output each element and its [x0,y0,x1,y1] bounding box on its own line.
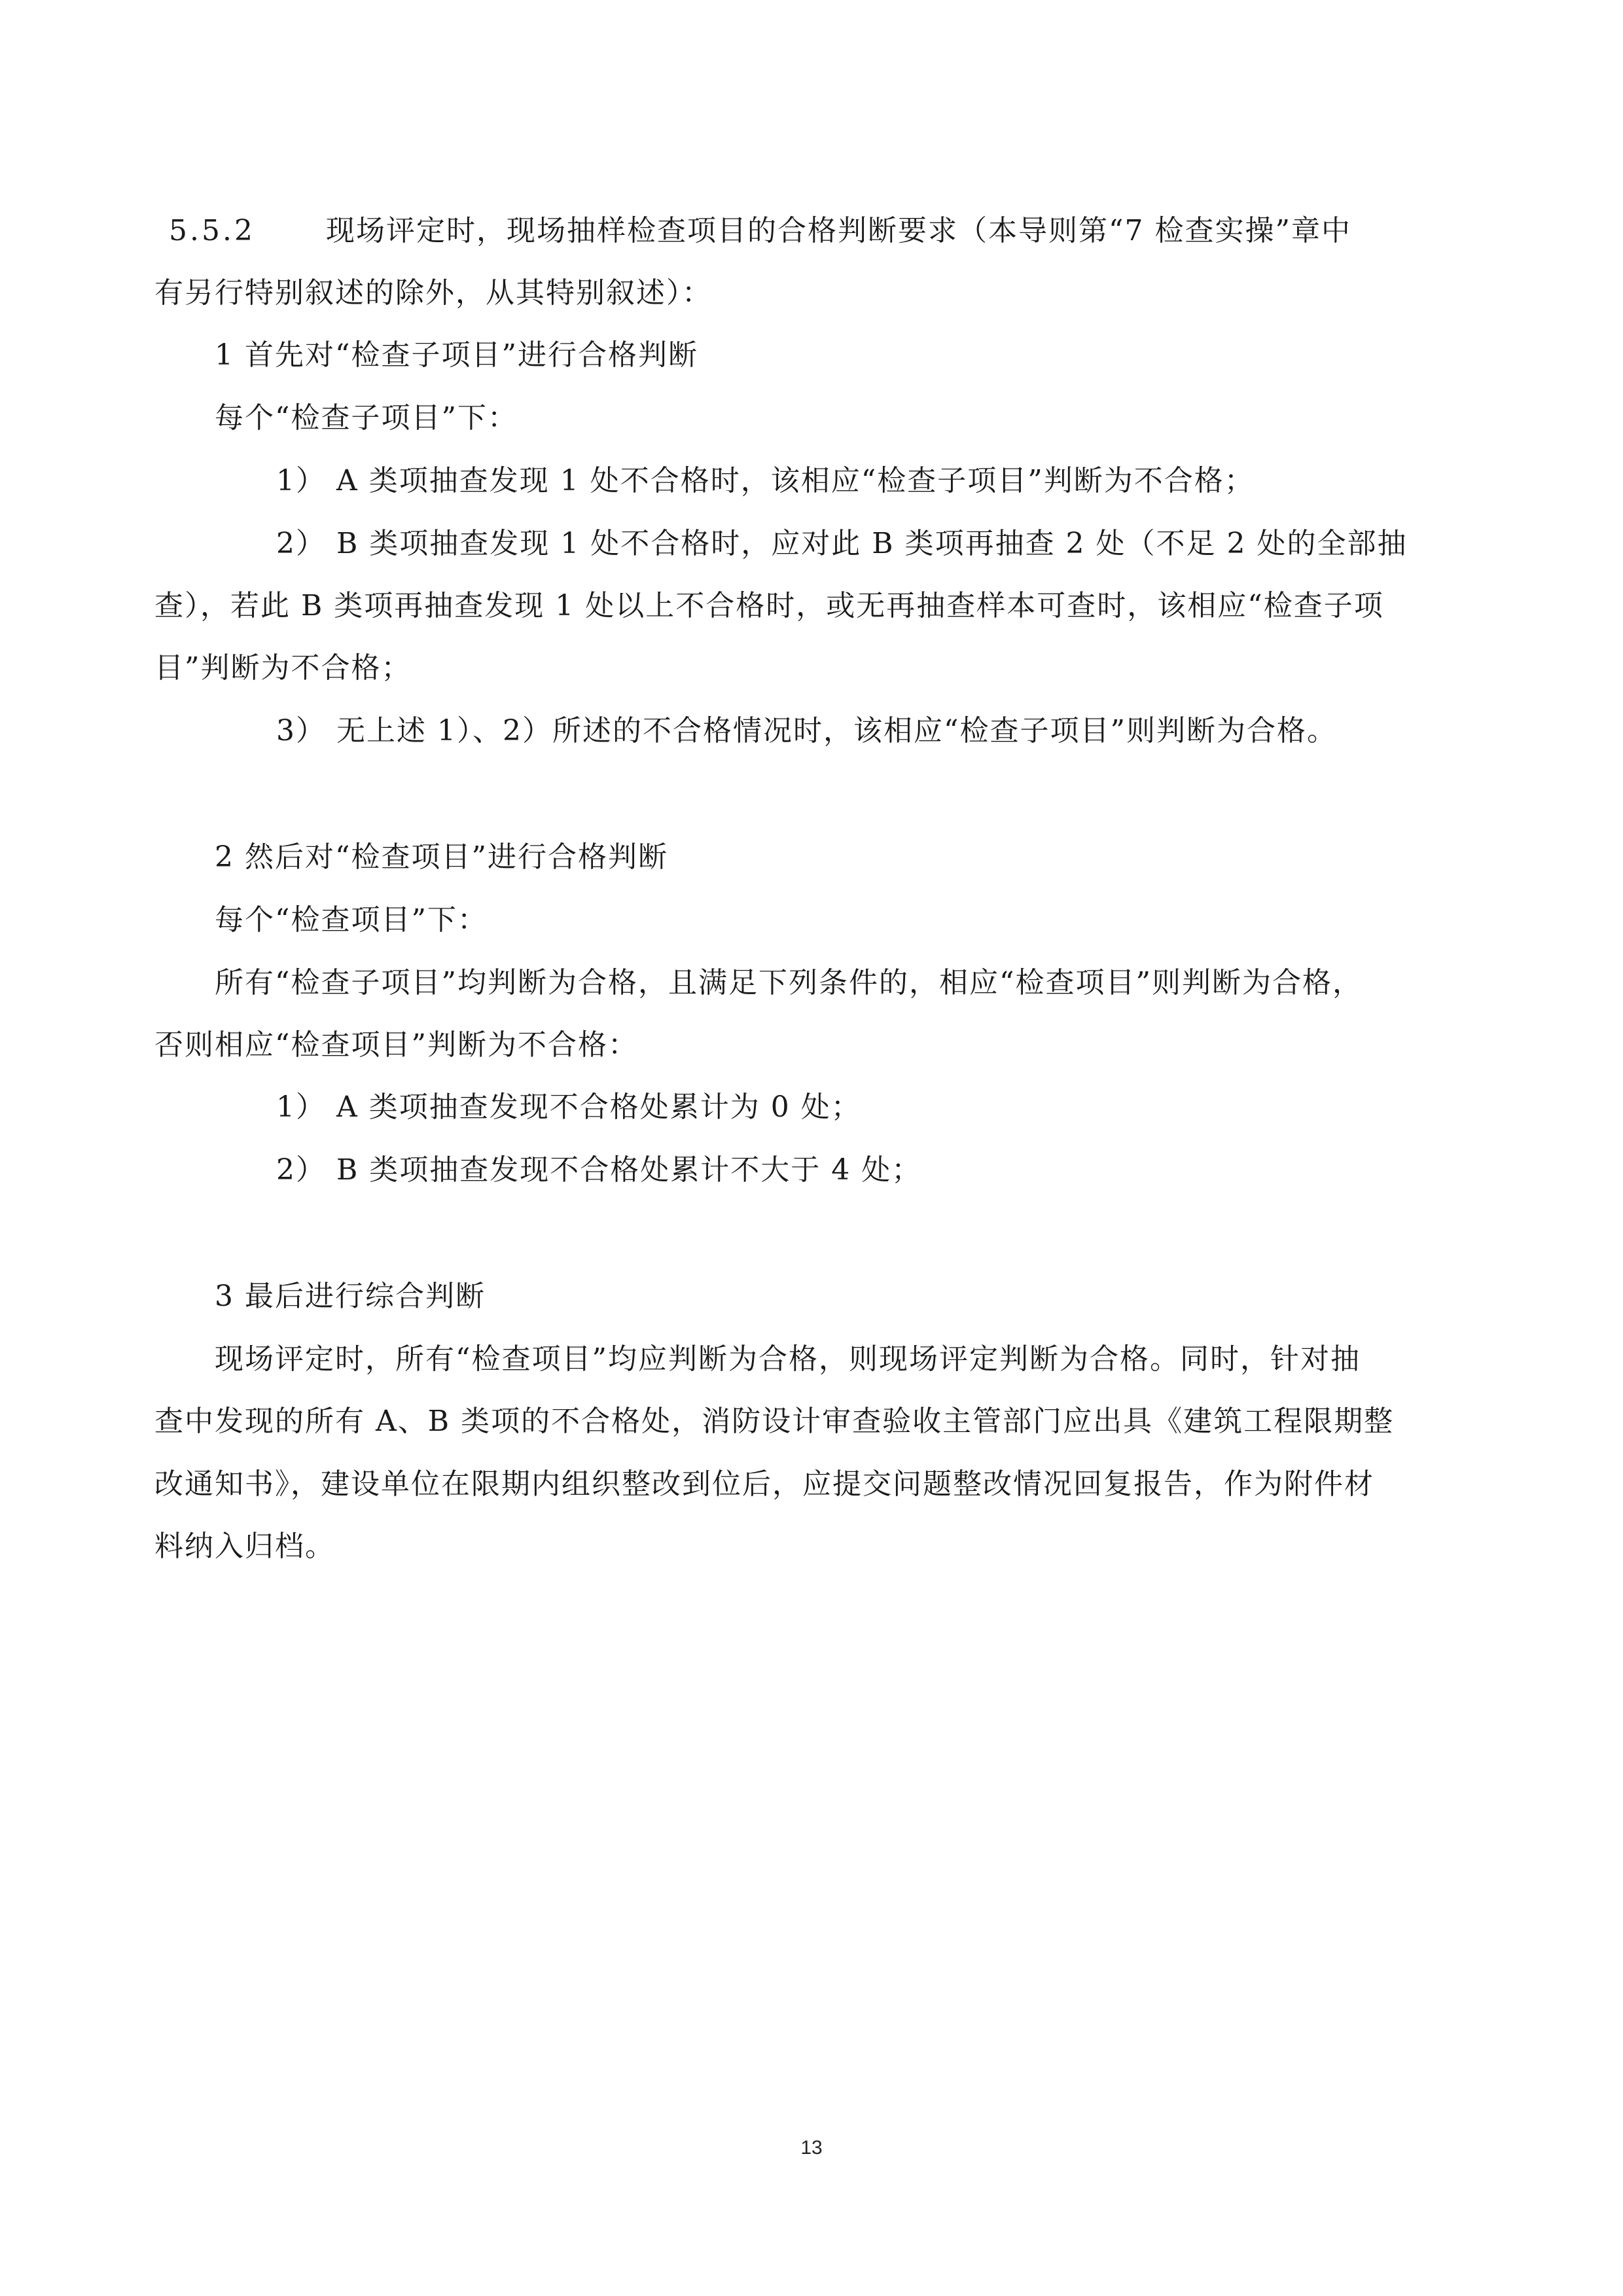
step1-intro: 每个“检查子项目”下： [215,401,518,435]
step3-title: 3 最后进行综合判断 [215,1280,486,1313]
section-heading-text-line2: 有另行特别叙述的除外，从其特别叙述）： [154,276,712,310]
step2-condition-line1: 所有“检查子项目”均判断为合格，且满足下列条件的，相应“检查项目”则判断为合格， [215,966,1363,999]
step2-condition-line2: 否则相应“检查项目”判断为不合格： [154,1028,638,1062]
step2-intro: 每个“检查项目”下： [215,903,488,937]
step3-para-line4: 料纳入归档。 [154,1530,335,1563]
step1-title: 1 首先对“检查子项目”进行合格判断 [215,338,698,372]
step1-item2-line2: 查），若此 B 类项再抽查发现 1 处以上不合格时，或无再抽查样本可查时，该相应“检查子项 [154,589,1384,622]
page-number: 13 [800,2137,823,2159]
step1-item3: 3） 无上述 1）、2）所述的不合格情况时，该相应“检查子项目”则判断为合格。 [276,714,1337,747]
section-heading-text-line1: 现场评定时，现场抽样检查项目的合格判断要求（本导则第“7 检查实操”章中 [326,214,1351,247]
step2-title: 2 然后对“检查项目”进行合格判断 [215,840,668,874]
step2-item1: 1） A 类项抽查发现不合格处累计为 0 处； [276,1090,861,1124]
step1-item1: 1） A 类项抽查发现 1 处不合格时，该相应“检查子项目”判断为不合格； [276,464,1255,497]
section-number: 5.5.2 [169,214,255,247]
step1-item2-line3: 目”判断为不合格； [154,651,412,685]
step3-para-line1: 现场评定时，所有“检查项目”均应判断为合格，则现场评定判断为合格。同时，针对抽 [215,1342,1361,1376]
step2-item2: 2） B 类项抽查发现不合格处累计不大于 4 处； [276,1153,922,1187]
step1-item2-line1: 2） B 类项抽查发现 1 处不合格时，应对此 B 类项再抽查 2 处（不足 2 处的全部抽 [276,527,1408,560]
step3-para-line3: 改通知书》，建设单位在限期内组织整改到位后，应提交问题整改情况回复报告，作为附件材 [154,1467,1374,1501]
step3-para-line2: 查中发现的所有 A、B 类项的不合格处，消防设计审查验收主管部门应出具《建筑工程限期整 [154,1405,1395,1438]
section-heading [169,211,1351,251]
